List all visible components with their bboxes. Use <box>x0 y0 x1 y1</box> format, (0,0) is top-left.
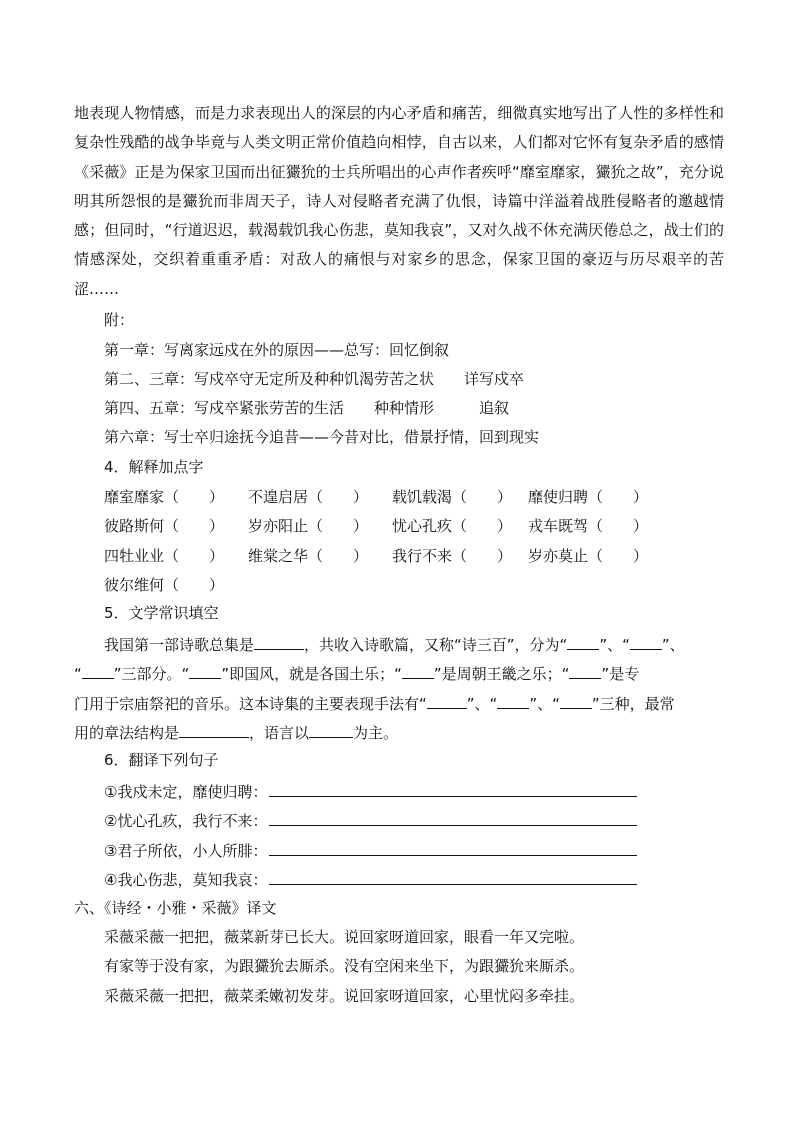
q4-item: 载饥载渴（ ） <box>392 488 513 506</box>
appendix-label: 附： <box>104 311 135 329</box>
blank[interactable] <box>427 692 467 709</box>
answer-line[interactable] <box>269 868 637 885</box>
blank[interactable] <box>254 633 304 650</box>
q5-line-4: 用的章法结构是 ，语言以 为主。 <box>74 721 398 743</box>
q4-item: 岁亦莫止（ ） <box>528 547 649 565</box>
translation-line: 采薇采薇一把把，薇菜柔嫩初发芽。说回家呀道回家，心里忧闷多牵挂。 <box>104 987 585 1005</box>
q4-item: 靡室靡家（ ） <box>104 488 225 506</box>
blank[interactable] <box>82 662 114 679</box>
q4-item: 彼尔维何（ ） <box>104 576 225 594</box>
q4-item: 彼路斯何（ ） <box>104 517 225 535</box>
blank[interactable] <box>569 662 601 679</box>
blank[interactable] <box>497 692 529 709</box>
question-4-title: 4．解释加点字 <box>104 458 204 476</box>
blank[interactable] <box>560 692 592 709</box>
appendix-chapter-4-5: 第四、五章：写戍卒紧张劳苦的生活 种种情形 追叙 <box>104 399 510 417</box>
answer-line[interactable] <box>269 809 637 826</box>
answer-line[interactable] <box>269 780 637 797</box>
question-6-title: 6．翻译下列句子 <box>104 751 219 769</box>
q4-item: 忧心孔疚（ ） <box>392 517 513 535</box>
q4-item: 四牡业业（ ） <box>104 547 225 565</box>
appendix-chapter-2-3: 第二、三章：写戍卒守无定所及种种饥渴劳苦之状 详写戍卒 <box>104 370 525 388</box>
blank[interactable] <box>179 721 249 738</box>
q5-line-2: “ ”三部分。“ ”即国风，就是各国土乐；“ ”是周朝王畿之乐；“ ”是专 <box>74 662 639 684</box>
q5-line-3: 门用于宗庙祭祀的音乐。这本诗集的主要表现手法有“ ”、“ ”、“ ”三种，最常 <box>74 692 675 714</box>
q6-item: ②忧心孔疚，我行不来： <box>104 809 637 831</box>
q4-item: 岁亦阳止（ ） <box>248 517 369 535</box>
q4-item: 靡使归聘（ ） <box>528 488 649 506</box>
q4-item: 我行不来（ ） <box>392 547 513 565</box>
translation-line: 有家等于没有家，为跟玁狁去厮杀。没有空闲来坐下，为跟玁狁来厮杀。 <box>104 957 585 975</box>
q6-item: ③君子所依，小人所腓： <box>104 839 637 861</box>
q6-item: ④我心伤悲，莫知我哀： <box>104 868 637 890</box>
blank[interactable] <box>189 662 221 679</box>
q4-item: 维棠之华（ ） <box>248 547 369 565</box>
translation-line: 采薇采薇一把把，薇菜新芽已长大。说回家呀道回家，眼看一年又完啦。 <box>104 928 585 946</box>
blank[interactable] <box>630 633 662 650</box>
blank[interactable] <box>402 662 434 679</box>
question-5-title: 5．文学常识填空 <box>104 604 219 622</box>
intro-paragraph: 地表现人物情感，而是力求表现出人的深层的内心矛盾和痛苦，细微真实地写出了人性的多样性和复杂性残酷的战争毕竟与人类文明正常价值趋向相悖，自古以来，人们都对它怀有复杂矛盾的感情《采薇》正是为保家卫国而出征玁狁的士兵所唱出的心声作者疾呼“靡室靡家，玁狁之故”，充分说明其所怨恨的是玁狁而非周天子，诗人对侵略者充满了仇恨，诗篇中洋溢着战胜侵略者的邀越情感；但同时，“行道迟迟，载渴载饥我心伤悲，莫知我哀”，又对久战不休充满厌倦总之，战士们的情感深处，交织着重重矛盾：对敌人的痛恨与对家乡的思念，保家卫国的豪迈与历尽艰辛的苦涩…… <box>74 104 724 298</box>
blank[interactable] <box>567 633 599 650</box>
blank[interactable] <box>309 721 353 738</box>
appendix-chapter-6: 第六章：写士卒归途抚今追昔——今昔对比，借景抒情，回到现实 <box>104 428 540 446</box>
q4-item: 不遑启居（ ） <box>248 488 369 506</box>
q5-line-1: 我国第一部诗歌总集是 ，共收入诗歌篇，又称“诗三百”，分为“ ”、“ ”、 <box>104 633 685 655</box>
q4-item: 戎车既驾（ ） <box>528 517 649 535</box>
answer-line[interactable] <box>269 839 637 856</box>
appendix-chapter-1: 第一章：写离家远戍在外的原因——总写：回忆倒叙 <box>104 341 450 359</box>
section-6-title: 六、《诗经・小雅・采薇》译文 <box>74 899 277 917</box>
q6-item: ①我戍未定，靡使归聘： <box>104 780 637 802</box>
